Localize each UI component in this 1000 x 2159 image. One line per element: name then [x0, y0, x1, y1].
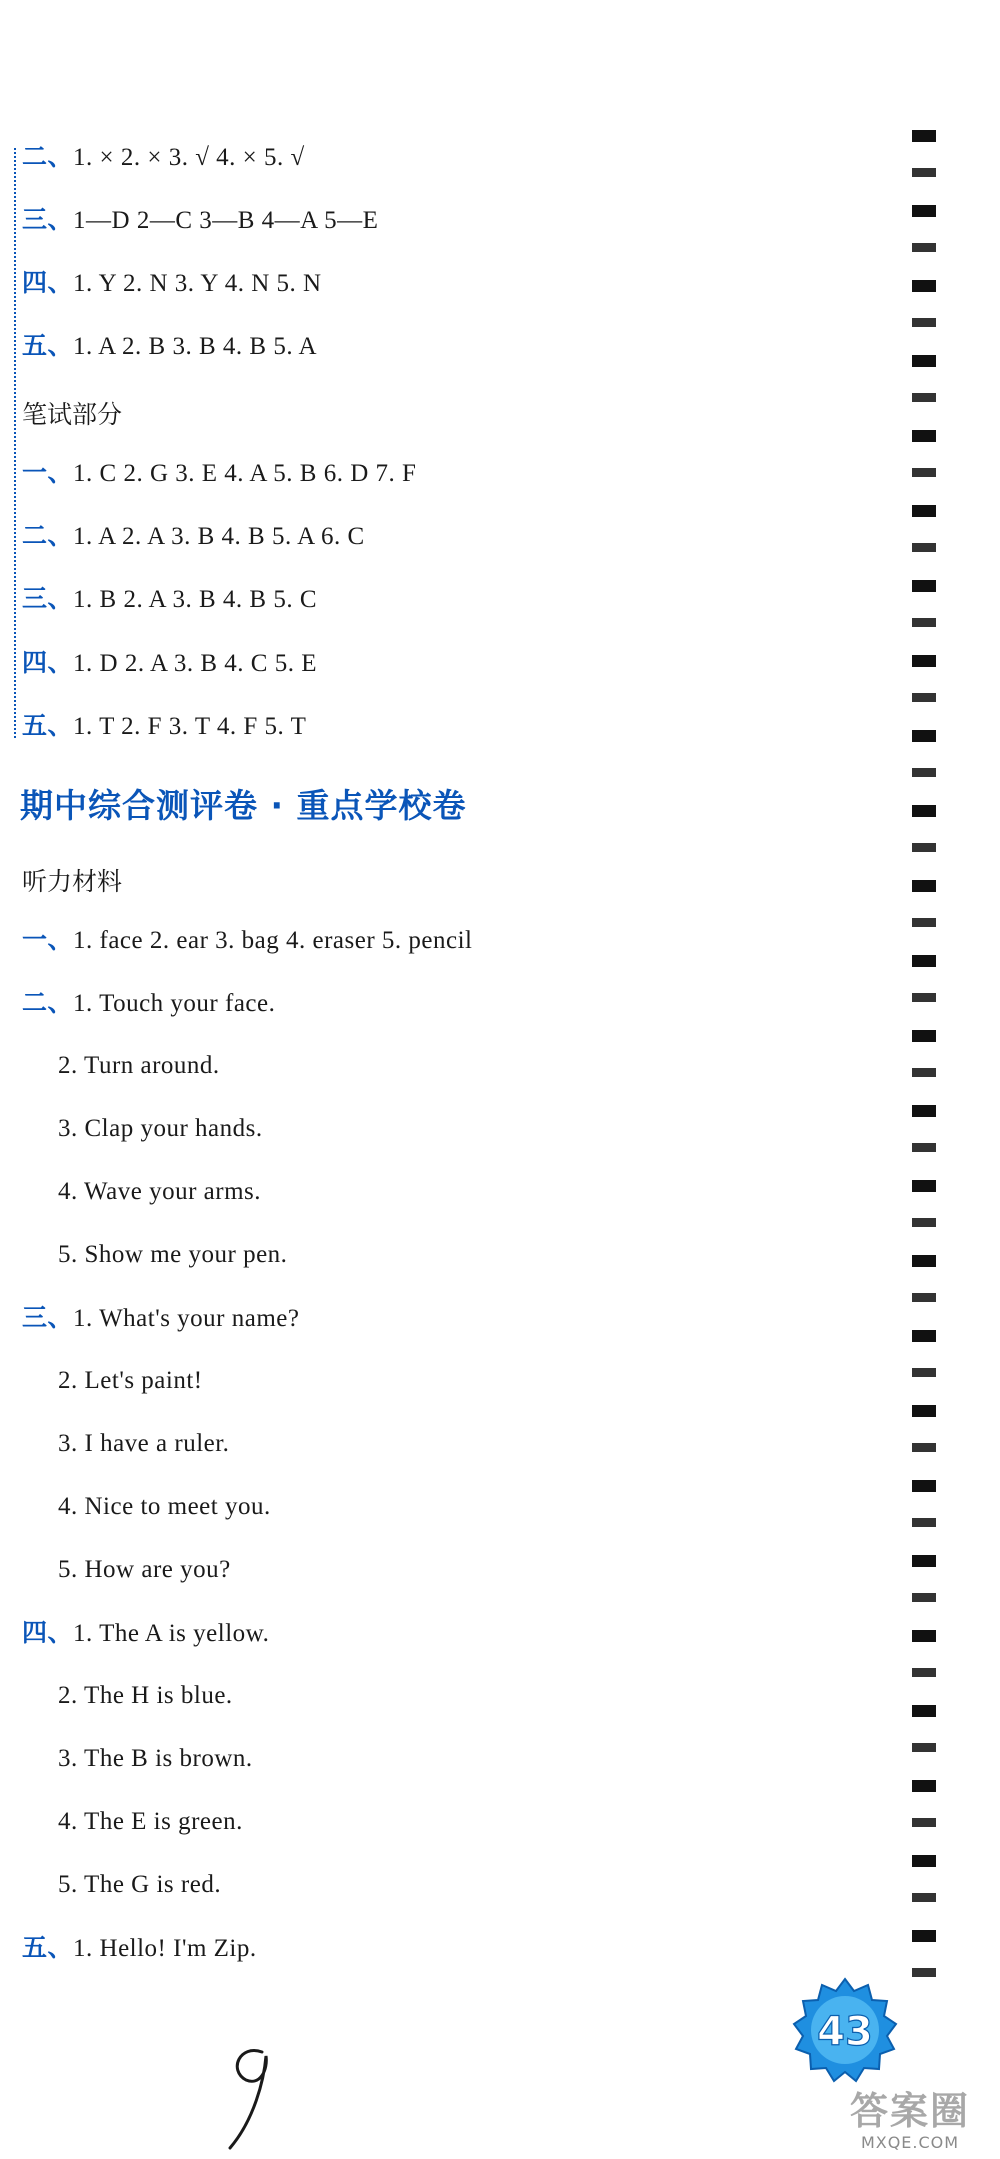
margin-tick [912, 130, 936, 142]
margin-tick [912, 1068, 936, 1077]
site-watermark [820, 2080, 1000, 2152]
material-line [58, 1366, 203, 1396]
material-line [58, 1681, 233, 1711]
margin-tick [912, 1630, 936, 1642]
margin-tick [912, 880, 936, 892]
margin-tick [912, 1818, 936, 1827]
listening-answer-row: 四、1. Y 2. N 3. Y 4. N 5. N [22, 268, 322, 297]
page-number-badge [790, 1975, 900, 2085]
margin-tick [912, 1743, 936, 1752]
question-number: 一、 [22, 925, 74, 954]
handwritten-mark [210, 2040, 290, 2155]
margin-tick [912, 1030, 936, 1042]
margin-tick [912, 318, 936, 327]
material-text: 5. The G is red. [58, 1871, 222, 1898]
material-text: 1. The A is yellow. [73, 1620, 270, 1647]
material-line [58, 1177, 261, 1207]
binding-margin-strip [912, 130, 952, 1970]
margin-tick [912, 430, 936, 442]
margin-tick [912, 1518, 936, 1527]
margin-tick [912, 168, 936, 177]
material-line [22, 1303, 300, 1334]
material-line [58, 1492, 271, 1522]
margin-tick [912, 1893, 936, 1902]
margin-tick [912, 580, 936, 592]
margin-tick [912, 693, 936, 702]
margin-tick [912, 1105, 936, 1117]
material-line [58, 1555, 231, 1585]
material-line [58, 1807, 243, 1837]
material-line [58, 1744, 253, 1774]
material-text: 2. Let's paint! [58, 1367, 203, 1394]
material-text: 5. How are you? [58, 1556, 231, 1583]
listening-answer-row: 三、1—D 2—C 3—B 4—A 5—E [22, 205, 379, 234]
margin-tick [912, 805, 936, 817]
material-text: 1. Touch your face. [73, 990, 276, 1017]
margin-tick [912, 280, 936, 292]
material-text: 4. Nice to meet you. [58, 1493, 271, 1520]
margin-tick [912, 655, 936, 667]
margin-tick [912, 243, 936, 252]
margin-tick [912, 993, 936, 1002]
written-section-heading: 笔试部分 [22, 400, 123, 429]
margin-tick [912, 618, 936, 627]
margin-tick [912, 1405, 936, 1417]
margin-tick [912, 1443, 936, 1452]
material-line [22, 1618, 269, 1649]
margin-tick [912, 1293, 936, 1302]
listening-answer-row: 二、1. × 2. × 3. √ 4. × 5. √ [22, 142, 305, 171]
margin-tick [912, 1480, 936, 1492]
material-line [58, 1114, 263, 1144]
margin-tick [912, 468, 936, 477]
margin-tick [912, 1555, 936, 1567]
material-text: 3. The B is brown. [58, 1745, 253, 1772]
material-line [58, 1870, 221, 1900]
material-line [22, 925, 473, 956]
margin-tick [912, 1218, 936, 1227]
written-answer-row: 四、1. D 2. A 3. B 4. C 5. E [22, 648, 317, 677]
material-text: 1. Hello! I'm Zip. [73, 1935, 257, 1962]
material-text: 2. Turn around. [58, 1052, 220, 1079]
listening-material-heading: 听力材料 [22, 867, 123, 896]
margin-tick [912, 355, 936, 367]
page-number: 43 [817, 2009, 873, 2055]
material-text: 4. Wave your arms. [58, 1178, 262, 1205]
material-text: 4. The E is green. [58, 1808, 243, 1835]
written-answer-row: 二、1. A 2. A 3. B 4. B 5. A 6. C [22, 521, 365, 550]
margin-tick [912, 1330, 936, 1342]
margin-tick [912, 505, 936, 517]
material-line [22, 988, 275, 1019]
margin-tick [912, 205, 936, 217]
material-text: 3. Clap your hands. [58, 1115, 263, 1142]
margin-tick [912, 730, 936, 742]
question-number: 三、 [22, 1303, 74, 1332]
material-text: 1. face 2. ear 3. bag 4. eraser 5. pencil [73, 927, 473, 954]
written-answer-row: 三、1. B 2. A 3. B 4. B 5. C [22, 584, 318, 613]
material-text: 2. The H is blue. [58, 1682, 233, 1709]
margin-dotted-line [14, 148, 16, 738]
margin-tick [912, 1668, 936, 1677]
material-text: 3. I have a ruler. [58, 1430, 230, 1457]
margin-tick [912, 393, 936, 402]
margin-tick [912, 1143, 936, 1152]
margin-tick [912, 543, 936, 552]
margin-tick [912, 1255, 936, 1267]
question-number: 四、 [22, 1618, 74, 1647]
margin-tick [912, 955, 936, 967]
watermark-url: MXQE.COM [860, 2133, 960, 2152]
material-text: 1. What's your name? [73, 1305, 300, 1332]
material-line [58, 1429, 229, 1459]
material-text: 5. Show me your pen. [58, 1241, 288, 1268]
margin-tick [912, 1593, 936, 1602]
section-title: 期中综合测评卷 · 重点学校卷 [20, 786, 467, 825]
listening-answer-row: 五、1. A 2. B 3. B 4. B 5. A [22, 331, 318, 360]
margin-tick [912, 1368, 936, 1377]
margin-tick [912, 1930, 936, 1942]
margin-tick [912, 1180, 936, 1192]
written-answer-row: 一、1. C 2. G 3. E 4. A 5. B 6. D 7. F [22, 458, 417, 487]
watermark-logo: 答案圈 [849, 2089, 970, 2133]
margin-tick [912, 1780, 936, 1792]
margin-tick [912, 918, 936, 927]
margin-tick [912, 1968, 936, 1977]
margin-tick [912, 1855, 936, 1867]
material-line [58, 1240, 287, 1270]
question-number: 二、 [22, 988, 74, 1017]
material-line [22, 1933, 257, 1964]
written-answer-row: 五、1. T 2. F 3. T 4. F 5. T [22, 711, 307, 740]
material-line [58, 1051, 220, 1081]
margin-tick [912, 843, 936, 852]
question-number: 五、 [22, 1933, 74, 1962]
margin-tick [912, 768, 936, 777]
margin-tick [912, 1705, 936, 1717]
